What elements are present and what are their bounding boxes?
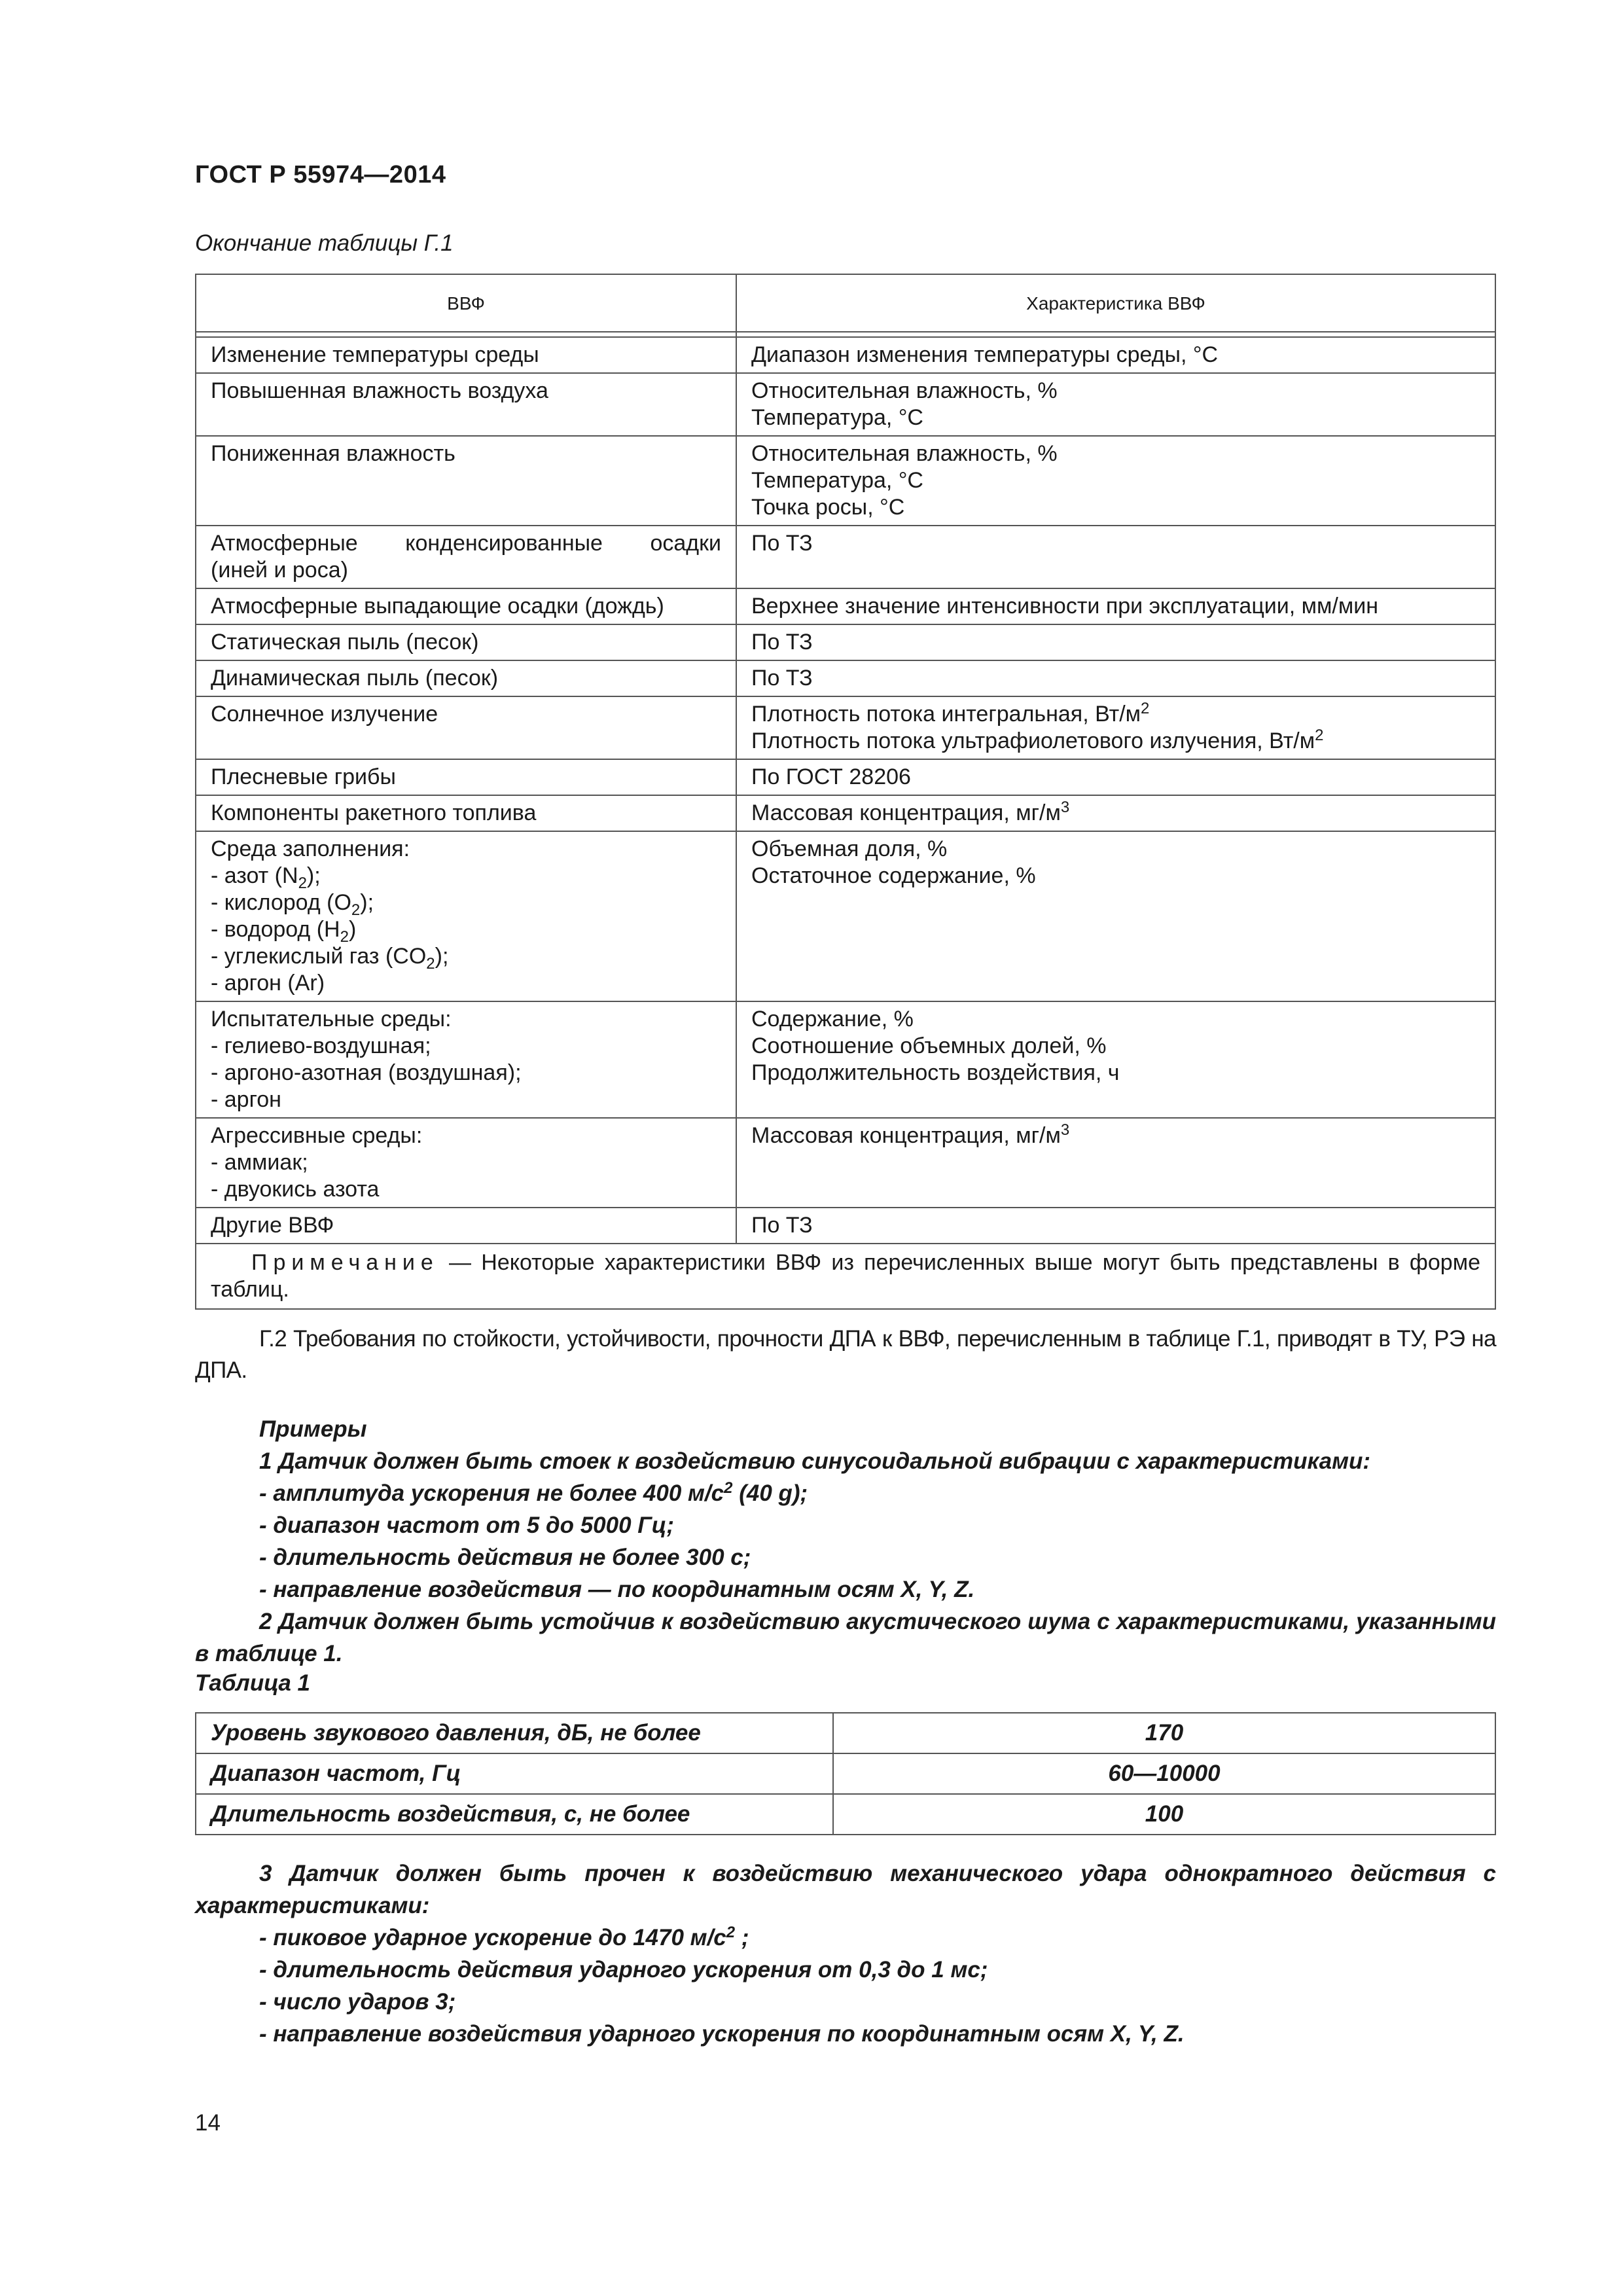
table-row (196, 1794, 1495, 1835)
note-text: — Некоторые характеристики ВВФ из перечисленных выше могут быть представлены в форме таблиц. (211, 1250, 1480, 1302)
factor-cell: Пониженная влажность (211, 441, 455, 466)
examples-block (195, 1413, 1496, 1670)
table-row (196, 831, 1495, 1001)
table-row (196, 373, 1495, 436)
characteristic-line: Относительная влажность, % (751, 378, 1058, 403)
table-row (196, 759, 1495, 795)
value-cell: 100 (833, 1794, 1495, 1835)
characteristic-cell: Верхнее значение интенсивности при эксплуатации, мм/мин (751, 594, 1379, 619)
factor-line: - аргон (211, 1087, 281, 1112)
column-header-factor: ВВФ (196, 274, 736, 332)
factor-line: Испытательные среды: (211, 1007, 452, 1031)
table-g1 (195, 274, 1496, 1310)
example-3-intro: 3 Датчик должен быть прочен к воздействию механического удара однократного действия с характеристиками: (195, 1861, 1496, 1918)
characteristic-line: Соотношение объемных долей, % (751, 1033, 1107, 1058)
example-1-item: - амплитуда ускорения не более 400 $м/с^2$ (40 g); (259, 1479, 808, 1506)
example-1-item: - направление воздействия — по координатным осям X, Y, Z. (259, 1577, 975, 1602)
factor-line: - аргоно-азотная (воздушная); (211, 1060, 522, 1085)
table-1-caption: Таблица 1 (195, 1670, 311, 1696)
standard-header: ГОСТ Р 55974—2014 (195, 161, 446, 188)
factor-line: - углекислый газ $(CO_2)$; (211, 944, 449, 973)
characteristic-line: Температура, °С (751, 405, 923, 430)
characteristic-cell: По ГОСТ 28206 (751, 764, 911, 789)
characteristic-line: Плотность потока ультрафиолетового излучения, $Вт/м^2$ (751, 726, 1324, 753)
table-row (196, 696, 1495, 759)
table-row (196, 1001, 1495, 1118)
value-cell: 60—10000 (833, 1753, 1495, 1794)
characteristic-line: Содержание, % (751, 1007, 914, 1031)
factor-cell: Атмосферные выпадающие осадки (дождь) (211, 594, 664, 619)
table-row (196, 436, 1495, 526)
characteristic-line: Точка росы, °С (751, 495, 905, 520)
characteristic-line: Объемная доля, % (751, 836, 948, 861)
table-1 (195, 1712, 1496, 1835)
table-row (196, 526, 1495, 588)
note-label: Примечание (251, 1250, 439, 1275)
table-continuation-caption: Окончание таблицы Г.1 (195, 230, 454, 256)
factor-line: Агрессивные среды: (211, 1123, 423, 1148)
table-row (196, 795, 1495, 831)
example-3-item: - число ударов 3; (259, 1989, 456, 2015)
factor-line: (иней и роса) (211, 558, 348, 583)
factor-line: Среда заполнения: (211, 836, 410, 861)
parameter-cell: Диапазон частот, Гц (196, 1753, 833, 1794)
table-row (196, 1713, 1495, 1753)
factor-line: Атмосферные конденсированные осадки (211, 531, 721, 556)
table-row (196, 588, 1495, 624)
characteristic-cell: По ТЗ (751, 630, 813, 655)
parameter-cell: Длительность воздействия, с, не более (196, 1794, 833, 1835)
characteristic-cell: Массовая концентрация, $мг/м^3$ (751, 1121, 1070, 1148)
factor-line: - водород $(H_2)$ (211, 917, 357, 946)
table-row (196, 1118, 1495, 1208)
superscript: 2 (1315, 726, 1324, 744)
factor-line: - гелиево-воздушная; (211, 1033, 431, 1058)
factor-cell: Другие ВВФ (211, 1213, 334, 1238)
factor-cell: Плесневые грибы (211, 764, 396, 789)
superscript: 3 (1060, 798, 1070, 816)
characteristic-cell: По ТЗ (751, 531, 813, 556)
table-row (196, 1753, 1495, 1794)
example-3-block (195, 1857, 1496, 2050)
example-1-item: - длительность действия не более 300 с; (259, 1545, 751, 1570)
page-number: 14 (195, 2110, 221, 2136)
superscript: 2 (1141, 700, 1150, 717)
example-3-item: - пиковое ударное ускорение до 1470 $м/с^2$ ; (259, 1924, 749, 1950)
factor-line: - азот $(N_2)$; (211, 863, 321, 892)
example-3-item: - длительность действия ударного ускорения от 0,3 до 1 мс; (259, 1957, 988, 1982)
factor-cell: Статическая пыль (песок) (211, 630, 479, 655)
factor-cell: Динамическая пыль (песок) (211, 666, 499, 691)
table-note (196, 1244, 1495, 1309)
superscript: 3 (1060, 1121, 1070, 1139)
factor-line: - аммиак; (211, 1150, 308, 1175)
example-3-item: - направление воздействия ударного ускорения по координатным осям X, Y, Z. (259, 2021, 1185, 2047)
table-row (196, 337, 1495, 373)
factor-line: - аргон (Ar) (211, 971, 325, 996)
characteristic-cell: По ТЗ (751, 666, 813, 691)
factor-line: - кислород $(O_2)$; (211, 890, 374, 919)
characteristic-line: Остаточное содержание, % (751, 863, 1036, 888)
table-row (196, 660, 1495, 696)
characteristic-cell: Массовая концентрация, $мг/м^3$ (751, 798, 1070, 825)
factor-cell: Солнечное излучение (211, 702, 438, 726)
header-separator (196, 332, 1495, 337)
characteristic-line: Относительная влажность, % (751, 441, 1058, 466)
column-header-characteristic: Характеристика ВВФ (736, 274, 1495, 332)
value-cell: 170 (833, 1713, 1495, 1753)
table-note-row (196, 1244, 1495, 1309)
characteristic-cell: Диапазон изменения температуры среды, °С (751, 342, 1219, 367)
characteristic-cell: По ТЗ (751, 1213, 813, 1238)
table-header-row (196, 274, 1495, 332)
factor-cell: Компоненты ракетного топлива (211, 800, 537, 825)
factor-cell: Изменение температуры среды (211, 342, 539, 367)
parameter-cell: Уровень звукового давления, дБ, не более (196, 1713, 833, 1753)
examples-title: Примеры (259, 1416, 367, 1442)
characteristic-line: Температура, °С (751, 468, 923, 493)
example-1-item: - диапазон частот от 5 до 5000 Гц; (259, 1513, 675, 1538)
characteristic-line: Плотность потока интегральная, $Вт/м^2$ (751, 700, 1150, 726)
factor-line: - двуокись азота (211, 1177, 380, 1202)
example-1-intro: 1 Датчик должен быть стоек к воздействию синусоидальной вибрации с характеристиками: (259, 1448, 1371, 1474)
table-row (196, 624, 1495, 660)
factor-cell: Повышенная влажность воздуха (211, 378, 548, 403)
paragraph-g2: Г.2 Требования по стойкости, устойчивости, прочности ДПА к ВВФ, перечисленным в таблице Г.1, приводят в ТУ, РЭ на ДПА. (195, 1326, 1496, 1383)
table-row (196, 1208, 1495, 1244)
example-2: 2 Датчик должен быть устойчив к воздействию акустического шума с характеристиками, указанными в таблице 1. (195, 1609, 1496, 1666)
characteristic-line: Продолжительность воздействия, ч (751, 1060, 1120, 1085)
